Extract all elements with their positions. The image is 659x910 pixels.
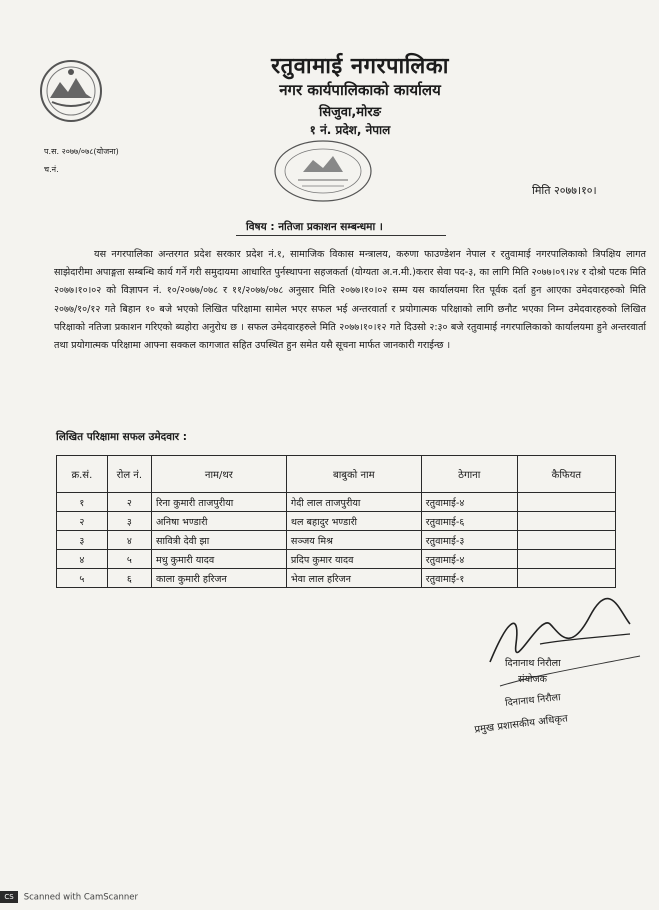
cell-roll: २: [107, 493, 151, 512]
table-row: [57, 550, 616, 569]
table-row: [57, 569, 616, 588]
subject-underline: [236, 235, 446, 236]
reference-number: प.स. २०७७/०७८(योजना): [44, 147, 119, 156]
cell-remarks: [517, 493, 615, 512]
success-heading: लिखित परिक्षामा सफल उमेदवार :: [56, 431, 187, 443]
notice-body: यस नगरपालिका अन्तरगत प्रदेश सरकार प्रदेश नं.१, सामाजिक विकास मन्त्रालय, करुणा फाउण्डेशन नेपाल र रतुवामाई नगरपालिकाको त्रिपक्षिय लागत साझेदारीमा अपाङ्गता सम्बन्धि कार्य गर्ने गरी समुदायमा आधारित पुर्नस्थापना सहजकर्ता (योग्यता अ.न.मी.)करार सेवा पद-३, का लागि मिति २०७७।०९।२४ र दोश्रो पटक मिति २०७७।१०।०२ को विज्ञापन नं. १०/२०७७/०७८ र ११/२०७७/०७८ अनुसार मिति २०७७।१०।०२ सम्म यस कार्यालयमा रित पूर्वक दर्ता हुन आएका उमेदवारहरुको मिति २०७७/१०/१२ गते बिहान १० बजे भएको लिखित परिक्षामा सामेल भएर सफल भई अन्तरवार्ता र प्रयोगात्मक परिक्षाको लागि छनौट भएका निम्न उमेदवारहरुको लिखित परिक्षाको नतिजा प्रकाशन गरिएको ब्यहोरा अनुरोध छ । सफल उमेदवारहरुले मिति २०७७।१०।१२ गते दिउसो २:३० बजे रतुवामाई नगरपालिकाको कार्यालयमा हुने अन्तरवार्ता तथा प्रयोगात्मक परिक्षामा आफ्ना सक्कल कागजात सहित उपस्थित हुन समेत यसै सूचना मार्फत जानकारी गराईन्छ ।: [54, 249, 646, 352]
cell-remarks: [517, 531, 615, 550]
office-place: सिजुवा,मोरङ: [318, 105, 382, 120]
table-row: [57, 512, 616, 531]
cell-serial: ३: [57, 531, 108, 550]
header-remarks: कैफियत: [517, 456, 615, 493]
cell-father: गेदी लाल ताजपुरीया: [286, 493, 421, 512]
scanner-footer: [0, 891, 138, 903]
cell-remarks: [517, 569, 615, 588]
cell-serial: १: [57, 493, 108, 512]
office-stamp: [268, 136, 378, 206]
cell-name: अनिषा भण्डारी: [151, 512, 286, 531]
cell-father: भेवा लाल हरिजन: [286, 569, 421, 588]
cell-address: रतुवामाई-१: [421, 569, 517, 588]
subject-line: विषय : नतिजा प्रकाशन सम्बन्धमा ।: [246, 221, 383, 233]
cell-father: प्रदिप कुमार यादव: [286, 550, 421, 569]
cell-name: काला कुमारी हरिजन: [151, 569, 286, 588]
table-row: [57, 531, 616, 550]
dispatch-number: च.नं.: [44, 165, 59, 174]
header-serial: क्र.सं.: [57, 456, 108, 493]
cell-father: थल बहादुर भण्डारी: [286, 512, 421, 531]
cell-name: सावित्री देवी झा: [151, 531, 286, 550]
header-father: बाबुको नाम: [286, 456, 421, 493]
cell-roll: ५: [107, 550, 151, 569]
cell-remarks: [517, 512, 615, 531]
cell-remarks: [517, 550, 615, 569]
letter-date: मिति २०७७।१०।: [532, 184, 597, 197]
cell-roll: ३: [107, 512, 151, 531]
cell-name: रिना कुमारी ताजपुरीया: [151, 493, 286, 512]
cell-serial: ४: [57, 550, 108, 569]
camscanner-logo-icon: CS: [0, 891, 18, 903]
municipality-title: रतुवामाई नगरपालिका: [271, 54, 449, 79]
table-row: [57, 493, 616, 512]
cell-address: रतुवामाई-३: [421, 531, 517, 550]
results-table: [56, 455, 616, 588]
cell-father: सञ्जय मिश्र: [286, 531, 421, 550]
header-name: नाम/थर: [151, 456, 286, 493]
office-subtitle: नगर कार्यपालिकाको कार्यालय: [279, 81, 441, 99]
header-address: ठेगाना: [421, 456, 517, 493]
officer-role: प्रमुख प्रशासकीय अधिकृत: [473, 713, 569, 736]
signatory-name: दिनानाथ निरौला: [505, 658, 561, 669]
cell-serial: ५: [57, 569, 108, 588]
signatory-role: संयोजक: [518, 674, 548, 685]
table-header-row: [57, 456, 616, 493]
cell-roll: ६: [107, 569, 151, 588]
officer-name: दिनानाथ निरौला: [504, 692, 562, 709]
cell-address: रतुवामाई-४: [421, 550, 517, 569]
header-roll: रोल नं.: [107, 456, 151, 493]
cell-serial: २: [57, 512, 108, 531]
nepal-emblem-logo: [38, 58, 104, 124]
office-province: १ नं. प्रदेश, नेपाल: [309, 123, 391, 137]
cell-roll: ४: [107, 531, 151, 550]
cell-address: रतुवामाई-४: [421, 493, 517, 512]
scanner-text: Scanned with CamScanner: [23, 892, 139, 903]
cell-address: रतुवामाई-६: [421, 512, 517, 531]
cell-name: मधु कुमारी यादव: [151, 550, 286, 569]
